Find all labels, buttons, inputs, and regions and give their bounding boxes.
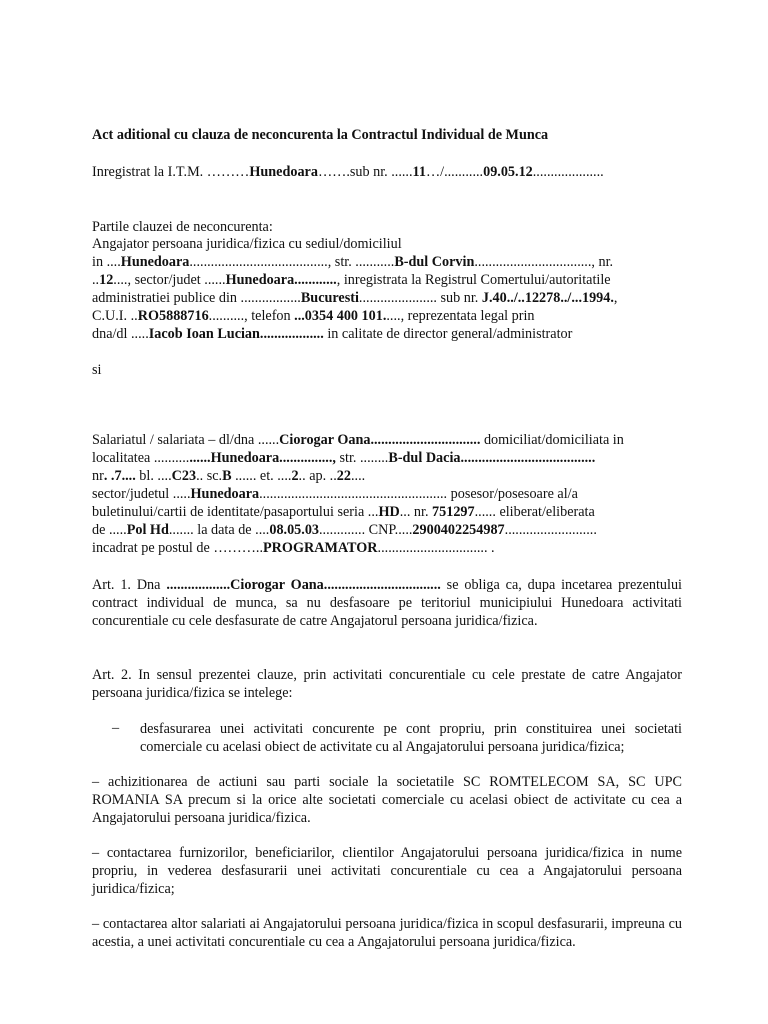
employee-line-2: localitatea ................Hunedoara..............., str. ........B-dul Dacia......................................: [92, 450, 596, 466]
article-1: Art. 1. Dna ..................Ciorogar Oana................................. se obliga ca, dupa incetarea prezentului contract individual de munca, sa nu desfasoare pe teritoriul municipiului Hunedoara activitati concurentiale cu cele desfasurate de catre Angajatorul persoana juridica/fizica.: [92, 577, 682, 629]
employee-line-4: sector/judetul .....Hunedoara..................................................... posesor/posesoare al/a: [92, 486, 578, 502]
employer-line-3: administratiei publice din .................Bucuresti...................... sub nr. J.40../..12278../...1994.,: [92, 290, 618, 306]
parties-heading: Partile clauzei de neconcurenta:: [92, 219, 273, 235]
list-item: – contactarea altor salariati ai Angajatorului persoana juridica/fizica in scopul desfasurarii, impreuna cu acestia, a unei activitati concurentiale cu cea a Angajatorului persoana juridica/fizica.: [92, 916, 682, 950]
employee-line-3: nr. .7.... bl. ....C23.. sc.B ...... et. ....2.. ap. ..22....: [92, 468, 366, 484]
employee-line-1: Salariatul / salariata – dl/dna ......Ciorogar Oana............................... domiciliat/domiciliata in: [92, 432, 624, 448]
employer-line-2: ..12...., sector/judet ......Hunedoara............, inregistrata la Registrul Comertului/autoritatile: [92, 272, 611, 288]
employer-line-1: in ....Hunedoara......................................., str. ...........B-dul Corvin................................., nr.: [92, 254, 614, 270]
itm-registration: Inregistrat la I.T.M. ………Hunedoara…….sub nr. ......11…/...........09.05.12....................: [92, 164, 604, 180]
list-item: – achizitionarea de actiuni sau parti sociale la societatile SC ROMTELECOM SA, SC UPC ROMANIA SA precum si la orice alte societati comerciale cu acelasi obiect de activitate cu cea a Angajatorului persoana juridica/fizica.: [92, 774, 682, 826]
employee-line-5: buletinului/cartii de identitate/pasaportului seria ...HD... nr. 751297...... eliberat/eliberata: [92, 504, 595, 520]
employee-line-6: de .....Pol Hd....... la data de ....08.05.03............. CNP.....2900402254987..........................: [92, 522, 597, 538]
employer-intro: Angajator persoana juridica/fizica cu sediul/domiciliul: [92, 236, 402, 252]
list-item: – contactarea furnizorilor, beneficiarilor, clientilor Angajatorului persoana juridica/fizica in nume propriu, in vederea desfasurarii unei activitati concurentiale cu cea a Angajatorului persoana juridica/fizica;: [92, 845, 682, 897]
list-item: desfasurarea unei activitati concurente pe cont propriu, prin constituirea unei societati comerciale cu acelasi obiect de activitate cu al Angajatorului persoana juridica/fizica;: [140, 721, 682, 755]
document-title: Act aditional cu clauza de neconcurenta la Contractul Individual de Munca: [92, 127, 549, 143]
article-2-intro: Art. 2. In sensul prezentei clauze, prin activitati concurentiale cu cele prestate de catre Angajator persoana juridica/fizica se intelege:: [92, 667, 682, 701]
employee-line-7: incadrat pe postul de ………..PROGRAMATOR............................... .: [92, 540, 495, 556]
employer-line-5: dna/dl .....Iacob Ioan Lucian.................. in calitate de director general/administrator: [92, 326, 573, 342]
employer-line-4: C.U.I. ..RO5888716.........., telefon ...0354 400 101....., reprezentata legal prin: [92, 308, 535, 324]
list-dash: –: [112, 720, 120, 736]
conjunction-si: si: [92, 362, 102, 378]
